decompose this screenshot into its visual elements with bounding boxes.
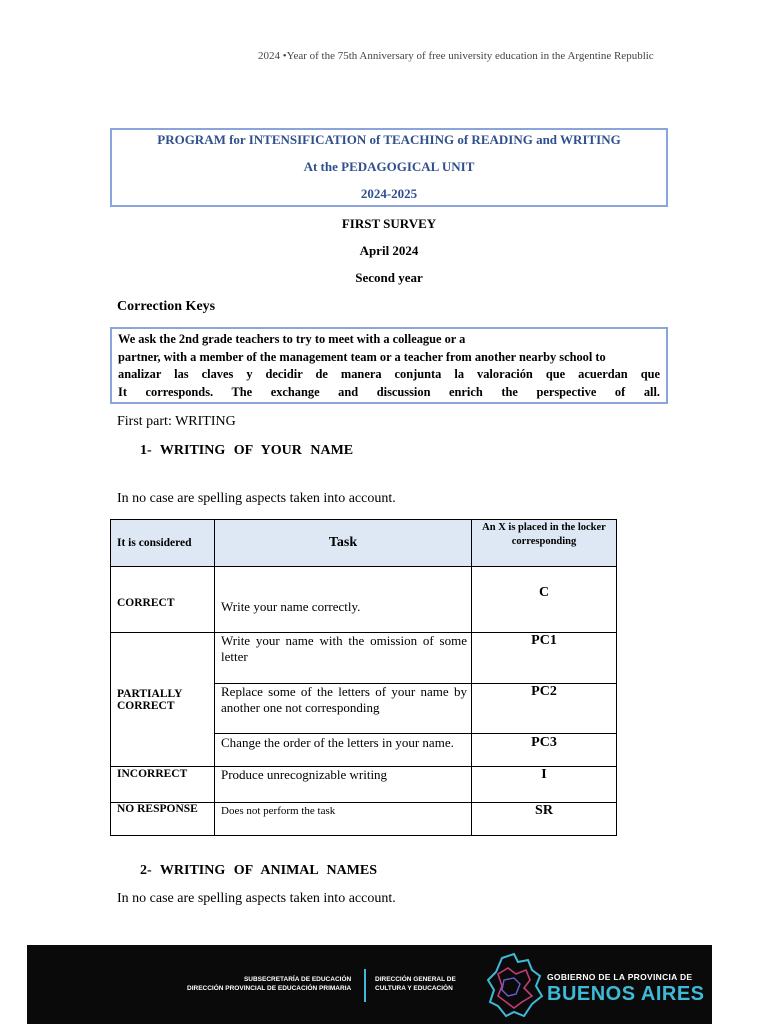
- program-title-line-3: 2024-2025: [360, 186, 418, 201]
- program-title-line-1: PROGRAM for INTENSIFICATION of TEACHING of READING and WRITING: [157, 132, 621, 147]
- task-cell: Write your name correctly.: [215, 567, 472, 633]
- table-row: [111, 567, 617, 633]
- footer-direccion-primaria: DIRECCIÓN PROVINCIAL DE EDUCACIÓN PRIMARIA: [187, 984, 352, 992]
- footer-divider: [364, 969, 366, 1002]
- category-cell: CORRECT: [111, 567, 215, 633]
- category-cell: PARTIALLY CORRECT: [111, 633, 215, 767]
- header-it-is-considered: It is considered: [111, 520, 215, 567]
- table-row: [111, 767, 617, 803]
- notice-line-1: We ask the 2nd grade teachers to try to meet with a colleague or a: [118, 332, 466, 346]
- code-cell: PC3: [472, 734, 617, 767]
- task-cell: Does not perform the task: [215, 803, 472, 836]
- footer-government-block: [547, 972, 705, 1006]
- section-2-heading: 2- WRITING OF ANIMAL NAMES: [140, 863, 378, 878]
- footer-subsecretaria: SUBSECRETARÍA DE EDUCACIÓN: [243, 976, 352, 983]
- notice-line-3: analizar las claves y decidir de manera conjunta la valoración que acuerdan que: [118, 367, 660, 381]
- survey-grade: Second year: [355, 270, 423, 285]
- program-title-line-2: At the PEDAGOGICAL UNIT: [303, 159, 475, 174]
- code-cell: C: [472, 567, 617, 633]
- category-cell: NO RESPONSE: [111, 803, 215, 836]
- section-1-heading: 1- WRITING OF YOUR NAME: [140, 443, 354, 458]
- header-note: 2024 •Year of the 75th Anniversary of free university education in the Argentine Republic: [258, 50, 654, 62]
- task-cell: Write your name with the omission of some letter: [215, 633, 472, 684]
- footer-subsecretaria-block: [187, 976, 351, 993]
- section-2-note: In no case are spelling aspects taken into account.: [117, 891, 396, 906]
- table-row: [111, 633, 617, 684]
- program-title-box: [110, 128, 668, 207]
- header-mark: An X is placed in the locker corresponding: [472, 520, 617, 567]
- notice-line-2: partner, with a member of the management team or a teacher from another nearby school to: [118, 349, 606, 364]
- correction-keys-table: [110, 519, 617, 836]
- survey-title: FIRST SURVEY: [341, 216, 437, 231]
- teacher-notice-box: [110, 327, 668, 404]
- footer-gobierno: GOBIERNO DE LA PROVINCIA DE: [547, 972, 693, 982]
- section-1-note: In no case are spelling aspects taken into account.: [117, 491, 396, 506]
- code-cell: PC2: [472, 684, 617, 734]
- correction-keys-heading: Correction Keys: [117, 299, 216, 314]
- code-cell: SR: [472, 803, 617, 836]
- table-row: [111, 803, 617, 836]
- task-cell: Produce unrecognizable writing: [215, 767, 472, 803]
- footer-band: [27, 945, 712, 1024]
- footer-buenos-aires: BUENOS AIRES: [547, 983, 705, 1005]
- table-header-row: [111, 520, 617, 567]
- task-cell: Replace some of the letters of your name by another one not corresponding: [215, 684, 472, 734]
- task-cell: Change the order of the letters in your name.: [215, 734, 472, 767]
- province-map-icon: [484, 950, 544, 1020]
- first-part-label: First part: WRITING: [117, 414, 236, 429]
- notice-line-4: It corresponds. The exchange and discussion enrich the perspective of all.: [118, 384, 660, 399]
- code-cell: PC1: [472, 633, 617, 684]
- code-cell: I: [472, 767, 617, 803]
- survey-date: April 2024: [359, 243, 419, 258]
- province-map-core: [502, 978, 520, 996]
- footer-direccion-general-block: [375, 976, 456, 993]
- header-task: Task: [215, 520, 472, 567]
- footer-direccion-general-line-1: DIRECCIÓN GENERAL DE: [375, 976, 456, 983]
- category-cell: INCORRECT: [111, 767, 215, 803]
- footer-direccion-general-line-2: CULTURA Y EDUCACIÓN: [375, 984, 453, 992]
